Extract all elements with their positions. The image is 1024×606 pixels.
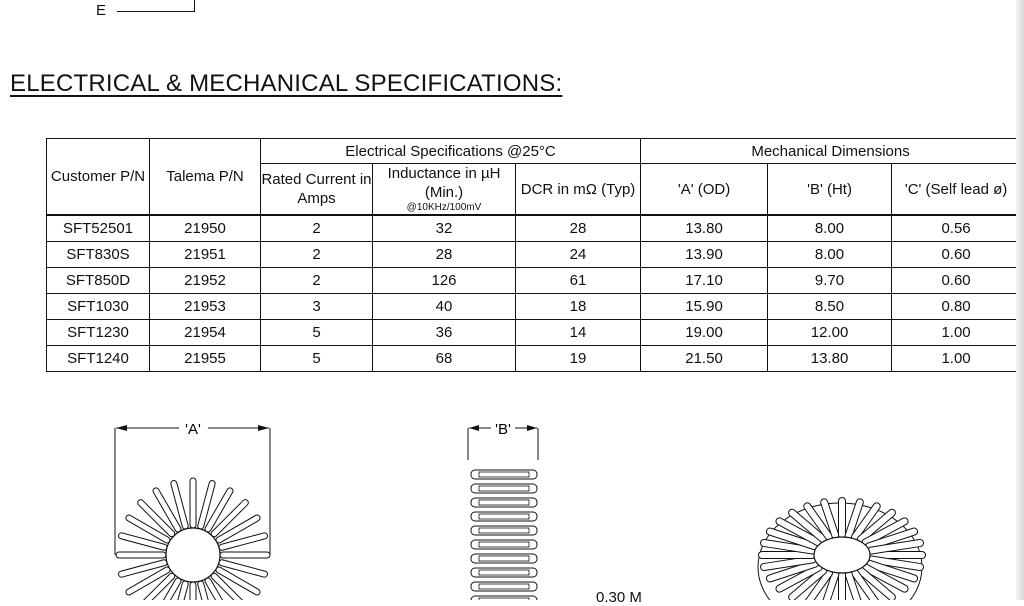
- toroid-core-hole: [166, 528, 220, 582]
- table-row: [47, 215, 1021, 242]
- cell-dcr: 18: [516, 294, 641, 320]
- header-customer-pn: Customer P/N: [47, 139, 150, 216]
- winding-bar-inner: [479, 500, 529, 505]
- winding-bar-inner: [479, 556, 529, 561]
- winding-bar-inner: [479, 542, 529, 547]
- table-row: [47, 268, 1021, 294]
- toroid-isometric-hole: [814, 537, 870, 573]
- winding-bar-inner: [479, 528, 529, 533]
- header-dcr: DCR in mΩ (Typ): [516, 164, 641, 216]
- cell-dcr: 14: [516, 320, 641, 346]
- cell-dim-a: 21.50: [641, 346, 768, 372]
- cell-talema-pn: 21954: [150, 320, 261, 346]
- cell-talema-pn: 21951: [150, 242, 261, 268]
- header-talema-pn: Talema P/N: [150, 139, 261, 216]
- dimension-a-label: 'A': [185, 421, 201, 438]
- cell-dim-c: 0.80: [892, 294, 1021, 320]
- cell-dim-c: 0.56: [892, 215, 1021, 242]
- cell-dim-c: 0.60: [892, 268, 1021, 294]
- winding-bar-inner: [479, 472, 529, 477]
- cell-dim-b: 13.80: [768, 346, 892, 372]
- cell-customer-pn: SFT850D: [47, 268, 150, 294]
- dimension-e-label: E: [96, 2, 107, 19]
- header-dim-b: 'B' (Ht): [768, 164, 892, 216]
- cell-dim-a: 19.00: [641, 320, 768, 346]
- cell-rated-current: 2: [261, 268, 373, 294]
- section-title: ELECTRICAL & MECHANICAL SPECIFICATIONS:: [10, 70, 563, 97]
- cell-dim-b: 8.00: [768, 242, 892, 268]
- table-row: [47, 346, 1021, 372]
- cell-inductance: 126: [373, 268, 516, 294]
- cell-dim-b: 9.70: [768, 268, 892, 294]
- cell-customer-pn: SFT52501: [47, 215, 150, 242]
- page-edge: [1016, 0, 1024, 600]
- cell-inductance: 40: [373, 294, 516, 320]
- cell-dim-a: 13.90: [641, 242, 768, 268]
- cell-dim-c: 1.00: [892, 346, 1021, 372]
- cell-talema-pn: 21950: [150, 215, 261, 242]
- cell-dim-a: 15.90: [641, 294, 768, 320]
- header-inductance-label: Inductance in µH (Min.): [387, 165, 501, 201]
- cell-dim-a: 17.10: [641, 268, 768, 294]
- cell-dim-c: 1.00: [892, 320, 1021, 346]
- cell-rated-current: 3: [261, 294, 373, 320]
- cell-rated-current: 5: [261, 346, 373, 372]
- cell-customer-pn: SFT1030: [47, 294, 150, 320]
- winding-bar-inner: [479, 584, 529, 589]
- cell-inductance: 36: [373, 320, 516, 346]
- cell-inductance: 68: [373, 346, 516, 372]
- table-row: [47, 294, 1021, 320]
- cell-dcr: 61: [516, 268, 641, 294]
- cell-inductance: 32: [373, 215, 516, 242]
- header-rated-current: Rated Current in Amps: [261, 164, 373, 216]
- cell-rated-current: 2: [261, 242, 373, 268]
- cell-dim-c: 0.60: [892, 242, 1021, 268]
- cell-inductance: 28: [373, 242, 516, 268]
- dimension-e-leader-line: [117, 11, 195, 12]
- cell-talema-pn: 21953: [150, 294, 261, 320]
- cell-customer-pn: SFT830S: [47, 242, 150, 268]
- toroid-side-view-windings: [471, 470, 537, 600]
- cell-rated-current: 2: [261, 215, 373, 242]
- cell-talema-pn: 21955: [150, 346, 261, 372]
- winding-bar-inner: [479, 486, 529, 491]
- header-electrical-group: Electrical Specifications @25°C: [261, 139, 641, 164]
- cell-dim-a: 13.80: [641, 215, 768, 242]
- toroid-top-view-drawing: [100, 415, 290, 600]
- header-inductance: [373, 164, 516, 216]
- cell-dcr: 24: [516, 242, 641, 268]
- header-dim-c: 'C' (Self lead ø): [892, 164, 1021, 216]
- partial-note: 0.30 M: [596, 589, 642, 606]
- table-row: [47, 242, 1021, 268]
- spec-table: [46, 138, 1021, 372]
- cell-rated-current: 5: [261, 320, 373, 346]
- cell-dim-b: 8.50: [768, 294, 892, 320]
- cell-dcr: 28: [516, 215, 641, 242]
- toroid-isometric-view-drawing: [740, 455, 940, 600]
- cell-dcr: 19: [516, 346, 641, 372]
- table-row: [47, 320, 1021, 346]
- cell-customer-pn: SFT1240: [47, 346, 150, 372]
- cell-dim-b: 8.00: [768, 215, 892, 242]
- table-group-header-row: [47, 139, 1021, 164]
- cell-customer-pn: SFT1230: [47, 320, 150, 346]
- header-inductance-note: @10KHz/100mV: [406, 202, 482, 213]
- header-dim-a: 'A' (OD): [641, 164, 768, 216]
- toroid-side-view-drawing: [455, 415, 555, 600]
- header-mechanical-group: Mechanical Dimensions: [641, 139, 1021, 164]
- cell-dim-b: 12.00: [768, 320, 892, 346]
- dimension-b-label: 'B': [495, 421, 511, 438]
- cell-talema-pn: 21952: [150, 268, 261, 294]
- winding-bar-inner: [479, 570, 529, 575]
- winding-bar-inner: [479, 514, 529, 519]
- dimension-e-tick: [194, 0, 195, 11]
